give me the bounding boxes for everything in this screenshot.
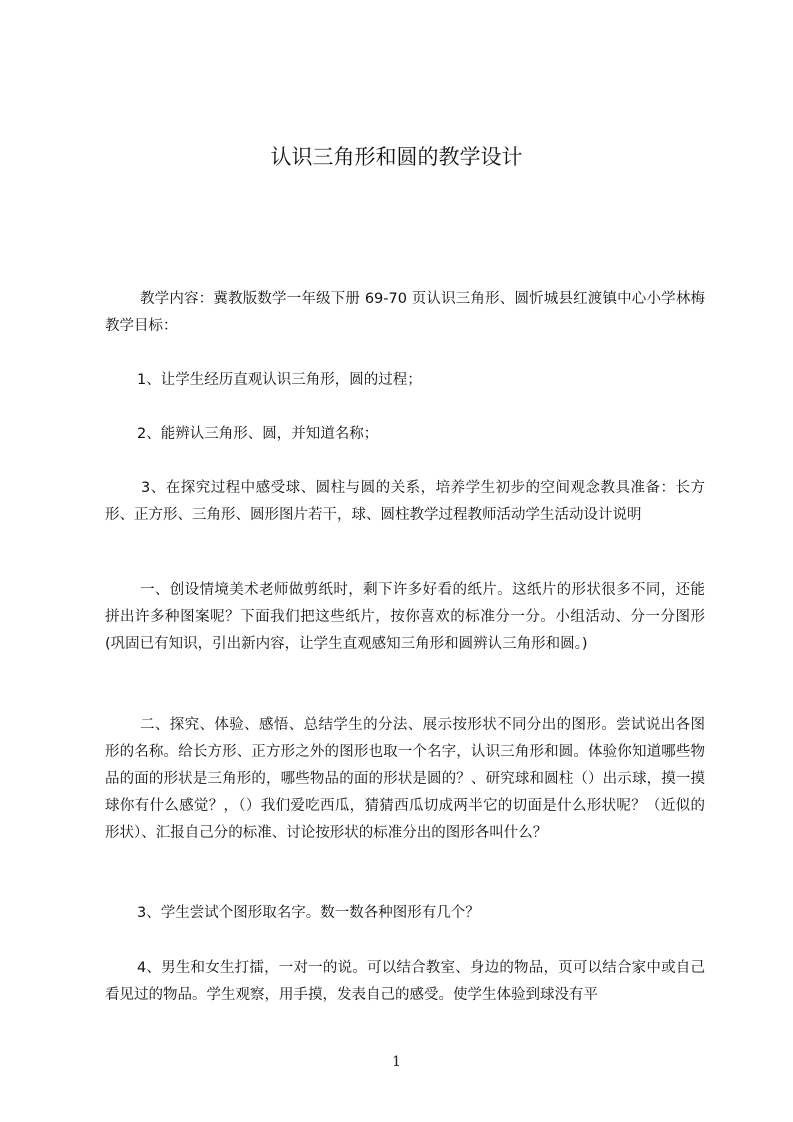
paragraph-goal-3: 3、在探究过程中感受球、圆柱与圆的关系，培养学生初步的空间观念教具准备：长方形、正方形、三角形、圆形图片若干，球、圆柱教学过程教师活动学生活动设计说明 (105, 480, 705, 523)
page-number: 1 (392, 1054, 401, 1070)
paragraph-goal-2: 2、能辨认三角形、圆，并知道名称； (137, 426, 379, 442)
paragraph-step-4: 4、男生和女生打擂，一对一的说。可以结合教室、身边的物品，页可以结合家中或自己看见过的物品。学生观察，用手摸，发表自己的感受。使学生体验到球没有平 (105, 960, 705, 1003)
paragraph-section-1: 一、创设情境美术老师做剪纸时，剩下许多好看的纸片。这纸片的形状很多不同，还能拼出许多种图案呢？下面我们把这些纸片，按你喜欢的标准分一分。小组活动、分一分图形(巩固已有知识，引出新内容，让学生直观感知三角形和圆辨认三角形和圆。) (105, 582, 705, 652)
paragraph-teaching-content: 教学内容：冀教版数学一年级下册 69-70 页认识三角形、圆忻城县红渡镇中心小学林梅教学目标： (105, 291, 705, 334)
document-title: 认识三角形和圆的教学设计 (270, 145, 523, 169)
paragraph-goal-1: 1、让学生经历直观认识三角形，圆的过程； (137, 372, 422, 388)
paragraph-section-2: 二、探究、体验、感悟、总结学生的分法、展示按形状不同分出的图形。尝试说出各图形的名称。给长方形、正方形之外的图形也取一个名字，认识三角形和圆。体验你知道哪些物品的面的形状是三角形的，哪些物品的面的形状是圆的？、研究球和圆柱（）出示球，摸一摸球你有什么感觉？，（）我们爱吃西瓜，猜猜西瓜切成两半它的切面是什么形状呢？（近似的形状）、汇报自己分的标准、讨论按形状的标准分出的图形各叫什么？ (105, 717, 705, 841)
paragraph-step-3: 3、学生尝试个图形取名字。数一数各种图形有几个？ (137, 905, 480, 921)
